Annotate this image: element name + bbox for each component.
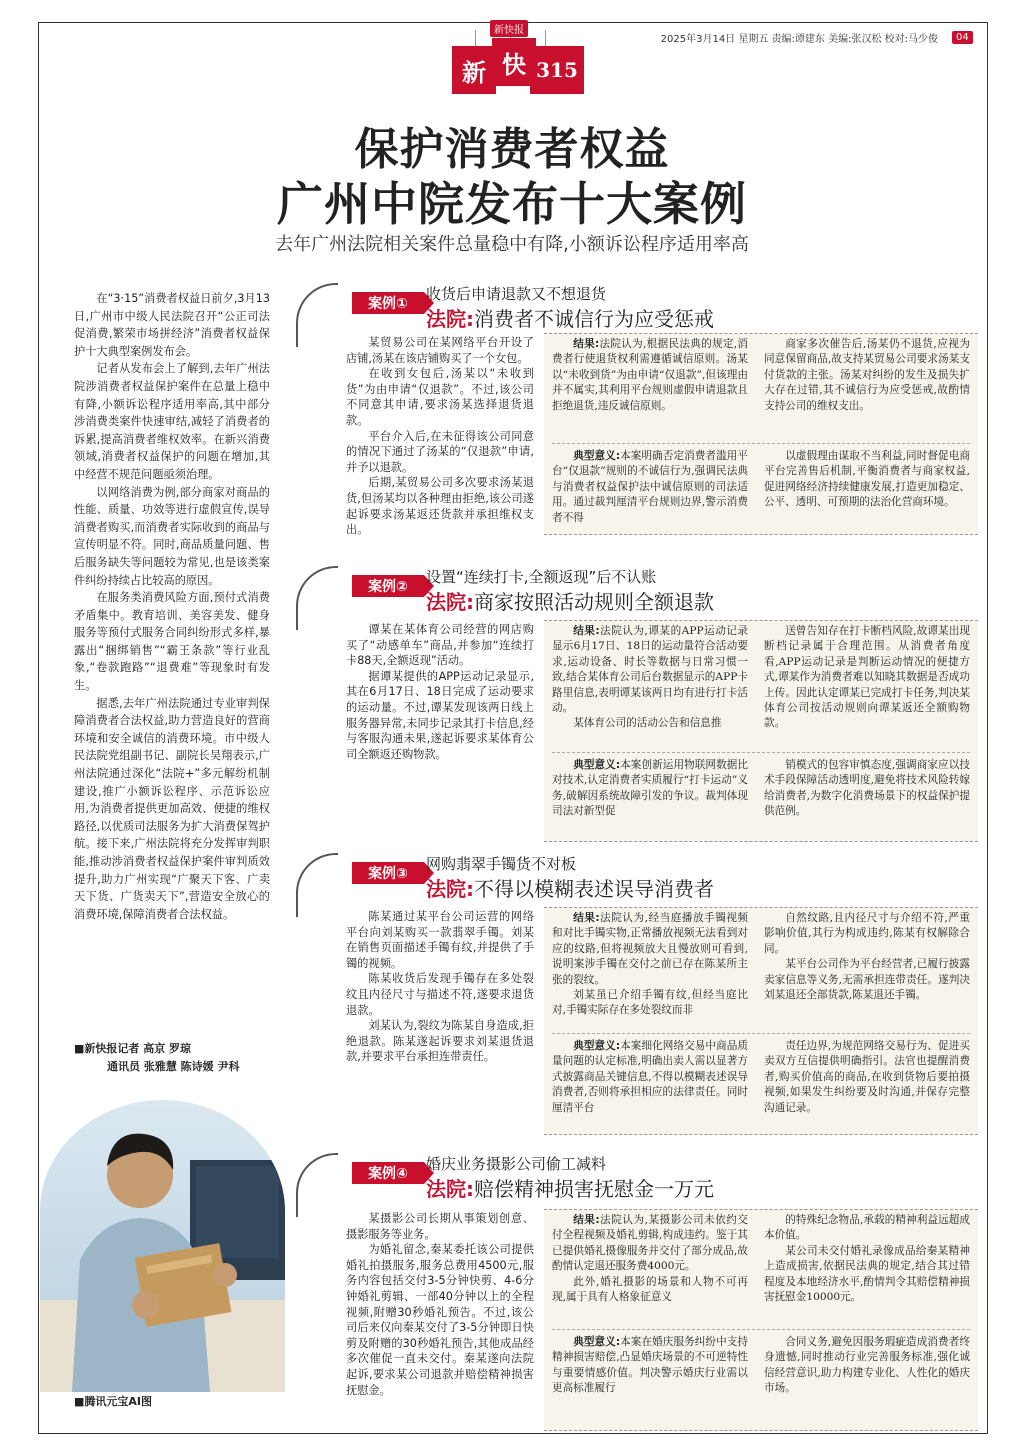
case-decoration bbox=[296, 566, 338, 630]
verdict-text-cont bbox=[764, 624, 970, 732]
verdict-cont: 送曾告知存在打卡断档风险,故谭某出现断档记录属于合理范围。从消费者角度看,APP运动记录是判断运动情况的便捷方式,谭某作为消费者难以知晓其数据是否成功上传。因此认定谭某已完成打卡任务,判决某体育公司按活动规则向谭某返还全额购物款。 bbox=[764, 625, 970, 730]
verdict-label: 结果: bbox=[573, 625, 600, 637]
headline-line-2: 广州中院发布十大案例 bbox=[277, 177, 747, 231]
meaning-body: 本案细化网络交易中商品质量问题的认定标准,明确出卖人需以显著方式披露商品关键信息,不得以模糊表述误导消费者,否则将承担相应的法律责任。同时厘清平台 bbox=[552, 1040, 748, 1114]
image-credit: ■腾讯元宝AI图 bbox=[74, 1395, 152, 1408]
court-title-text: 赔偿精神损害抚慰金一万元 bbox=[474, 1177, 714, 1201]
page-number: 04 bbox=[952, 31, 973, 44]
case-3 bbox=[296, 853, 986, 1133]
case-1 bbox=[296, 283, 986, 545]
case-label: 案例② bbox=[352, 575, 424, 597]
verdict-cont-p2: 某公司未交付婚礼录像成品给秦某精神上造成损害,依据民法典的规定,结合其过错程度及本地经济水平,酌情判令其赔偿精神损害抚慰金10000元。 bbox=[764, 1244, 970, 1304]
intro-paragraph: 以网络消费为例,部分商家对商品的性能、质量、功效等进行虚假宣传,误导消费者购买,而消费者实际收到的商品与宣传明显不符。同时,商品质量问题、售后服务缺失等问题较为常见,也是该类案件纠纷持续占比较高的原因。 bbox=[74, 485, 270, 587]
case-facts bbox=[346, 622, 534, 762]
court-title-text: 商家按照活动规则全额退款 bbox=[474, 590, 714, 614]
meaning-text-cont bbox=[764, 449, 970, 511]
meaning-cont: 责任边界,为规范网络交易行为、促进买卖双方互信提供明确指引。法官也提醒消费者,购买价值高的商品,在收到货物后要拍摄视频,如果发生纠纷要及时沟通,并保存完整沟通记录。 bbox=[764, 1040, 970, 1114]
verdict-text-cont bbox=[764, 1213, 970, 1305]
case-label: 案例④ bbox=[352, 1162, 424, 1184]
verdict-text-cont bbox=[764, 337, 970, 414]
divider bbox=[552, 1033, 970, 1035]
divider bbox=[552, 752, 970, 754]
case-facts bbox=[346, 335, 534, 538]
verdict-text bbox=[552, 911, 748, 1019]
meaning-text bbox=[552, 1335, 748, 1397]
meaning-body: 本案在婚庆服务纠纷中支持精神损害赔偿,凸显婚庆场景的不可逆特性与重要情感价值。判决警示婚庆行业需以更高标准履行 bbox=[552, 1336, 748, 1395]
verdict-body-p2: 刘某虽已介绍手镯有纹,但经当庭比对,手镯实际存在多处裂纹而非 bbox=[552, 989, 748, 1017]
intro-paragraph: 记者从发布会上了解到,去年广州法院涉消费者权益保护案件在总量上稳中有降,小额诉讼程序适用率高,其中部分涉消费类案件快速审结,减轻了消费者的诉累,提高消费者维权效率。在新兴消费领域,消费者权益保护的问题在增加,其中经营不规范问题亟须治理。 bbox=[74, 362, 270, 481]
verdict-body-p2: 此外,婚礼摄影的场景和人物不可再现,属于具有人格象征意义 bbox=[552, 1275, 748, 1304]
meaning-label: 典型意义: bbox=[573, 759, 621, 771]
verdict-label: 结果: bbox=[573, 1214, 600, 1226]
meaning-text-cont bbox=[764, 758, 970, 820]
court-label: 法院: bbox=[426, 877, 474, 901]
byline-correspondents: 通讯员 张雅慧 陈诗媛 尹科 bbox=[107, 1060, 240, 1073]
meaning-body: 本案明确否定消费者滥用平台“仅退款”规则的不诚信行为,强调民法典与消费者权益保护法中诚信原则的司法适用。通过裁判厘清平台规则边界,警示消费者不得 bbox=[552, 450, 748, 524]
case-title: 收货后申请退款又不想退货 bbox=[426, 285, 607, 303]
meaning-text-cont bbox=[764, 1039, 970, 1116]
verdict-text-cont bbox=[764, 911, 970, 1003]
meaning-body: 本案创新运用物联网数据比对技术,认定消费者实质履行“打卡运动”义务,破解因系统故障引发的争议。裁判体现司法对新型促 bbox=[552, 759, 748, 818]
verdict-body-p2: 某体育公司的活动公告和信息推 bbox=[573, 717, 722, 730]
verdict-body: 法院认为,某摄影公司未依约交付全程视频及婚礼剪辑,构成违约。鉴于其已提供婚礼摄像服务并交付了部分成品,故酌情认定退还服务费4000元。 bbox=[552, 1214, 748, 1273]
byline bbox=[74, 1040, 240, 1076]
ai-illustration bbox=[40, 1100, 285, 1392]
intro-paragraph: 在服务类消费风险方面,预付式消费矛盾集中。教育培训、美容美发、健身服务等预付式服务合同纠纷形式多样,暴露出“捆绑销售”“霸王条款”等行业乱象,“卷款跑路”“退费难”等现象时有发生。 bbox=[74, 591, 270, 693]
verdict-cont: 商家多次催告后,汤某仍不退货,应视为同意保留商品,故支持某贸易公司要求汤某支付货款的主张。汤某对纠纷的发生及损失扩大存在过错,其不诚信行为应受惩戒,故酌情支持公司的维权支出。 bbox=[764, 338, 970, 412]
fact-paragraph: 陈某收货后发现手镯存在多处裂纹且内径尺寸与描述不符,遂要求退货退款。 bbox=[346, 972, 534, 1017]
subtitle: 去年广州法院相关案件总量稳中有降,小额诉讼程序适用率高 bbox=[275, 234, 749, 255]
case-court-title bbox=[426, 586, 714, 615]
fact-paragraph: 为婚礼留念,秦某委托该公司提供婚礼拍摄服务,服务总费用4500元,服务内容包括交付3-5分钟快剪、4-6分钟婚礼剪辑、一部40分钟以上的全程视频,附赠30秒婚礼预告。不过,该公司后来仅向秦某交付了3-5分钟即日快剪及附赠的30秒婚礼预告,其他成品经多次催促一直未交付。秦某遂向法院起诉,要求某公司退款并赔偿精神损害抚慰金。 bbox=[346, 1243, 534, 1397]
fact-paragraph: 某摄影公司长期从事策划创意、摄影服务等业务。 bbox=[346, 1212, 534, 1241]
intro-paragraph: 据悉,去年广州法院通过专业审判保障消费者合法权益,助力营造良好的营商环境和安全诚信的消费环境。市中级人民法院党组副书记、副院长吴翔表示,广州法院通过深化“法院+”多元解纷机制建设,推广小额诉讼程序、示范诉讼应用,为消费者提供更加高效、便捷的维权路径,以优质司法服务为扩大消费保驾护航。接下来,广州法院将充分发挥审判职能,推动涉消费者权益保护案件审判质效提升,助力广州实现“广聚天下客、广卖天下货、广货卖天下”,营造安全放心的消费环境,保障消费者合法权益。 bbox=[74, 696, 270, 921]
headline-line-1: 保护消费者权益 bbox=[354, 124, 670, 175]
logo-tile-3: 315 bbox=[530, 46, 584, 94]
fact-paragraph: 谭某在某体育公司经营的网店购买了“动感单车”商品,并参加“连续打卡88天,全额返现”活动。 bbox=[346, 623, 534, 668]
meaning-cont: 销模式的包容审慎态度,强调商家应以技术手段保障活动透明度,避免将技术风险转嫁给消费者,为数字化消费场景下的权益保护提供范例。 bbox=[764, 759, 970, 818]
logo-tile-1: 新 bbox=[452, 46, 496, 94]
fact-paragraph: 在收到女包后,汤某以“未收到货”为由申请“仅退款”。不过,该公司不同意其申请,要求汤某选择退货退款。 bbox=[346, 367, 534, 427]
fact-paragraph: 刘某认为,裂纹为陈某自身造成,拒绝退款。陈某遂起诉要求刘某退货退款,并要求平台承担连带责任。 bbox=[346, 1019, 534, 1064]
case-court-title bbox=[426, 303, 714, 332]
issue-info: 2025年3月14日 星期五 责编:谭建东 美编:张汉松 校对:马少俊 bbox=[660, 34, 938, 45]
divider bbox=[552, 1329, 970, 1331]
case-facts bbox=[346, 1211, 534, 1398]
court-label: 法院: bbox=[426, 307, 474, 331]
case-decoration bbox=[296, 1153, 338, 1217]
case-label: 案例① bbox=[352, 292, 424, 314]
case-facts bbox=[346, 909, 534, 1065]
court-label: 法院: bbox=[426, 1177, 474, 1201]
case-2 bbox=[296, 566, 986, 828]
verdict-body: 法院认为,经当庭播放手镯视频和对比手镯实物,正常播放视频无法看到对应的纹路,但将视频放大且慢放则可看到,说明案涉手镯在交付之前已存在陈某所主张的裂纹。 bbox=[552, 912, 748, 986]
fact-paragraph: 某贸易公司在某网络平台开设了店铺,汤某在该店铺购买了一个女包。 bbox=[346, 336, 534, 365]
brand-tag: 新快报 bbox=[490, 20, 528, 37]
logo-tile-2: 快 bbox=[492, 38, 536, 86]
case-decoration bbox=[296, 853, 338, 917]
case-court-title bbox=[426, 1173, 714, 1202]
court-title-text: 不得以模糊表述误导消费者 bbox=[474, 877, 714, 901]
verdict-body: 法院认为,根据民法典的规定,消费者行使退货权利需遵循诚信原则。汤某以“未收到货”为由申请“仅退款”,但该理由并不属实,其利用平台规则虚假申请退款且拒绝退货,违反诚信原则。 bbox=[552, 338, 748, 412]
case-title: 网购翡翠手镯货不对板 bbox=[426, 855, 577, 873]
meaning-text-cont bbox=[764, 1335, 970, 1397]
divider bbox=[552, 443, 970, 445]
verdict-cont: 自然纹路,且内径尺寸与介绍不符,严重影响价值,其行为构成违约,陈某有权解除合同。 bbox=[764, 912, 970, 955]
intro-column bbox=[74, 290, 270, 923]
case-4 bbox=[296, 1153, 986, 1431]
meaning-text bbox=[552, 1039, 748, 1116]
meaning-label: 典型意义: bbox=[573, 1336, 621, 1348]
case-label: 案例③ bbox=[352, 862, 424, 884]
court-label: 法院: bbox=[426, 590, 474, 614]
meaning-label: 典型意义: bbox=[573, 450, 621, 462]
meaning-label: 典型意义: bbox=[573, 1040, 621, 1052]
fact-paragraph: 后期,某贸易公司多次要求汤某退货,但汤某均以各种理由拒绝,该公司遂起诉要求汤某返还货款并承担维权支出。 bbox=[346, 476, 534, 537]
byline-reporters: ■新快报记者 高京 罗琼 bbox=[74, 1042, 192, 1055]
verdict-text bbox=[552, 1213, 748, 1305]
illustration-drawing bbox=[40, 1100, 285, 1392]
case-court-title bbox=[426, 873, 714, 902]
verdict-body: 法院认为,谭某的APP运动记录显示6月17日、18日的运动量符合活动要求,运动设备、时长等数据与日常习惯一致,结合某体育公司后台数据显示的APP卡路里信息,表明谭某该两日均有进行打卡活动。 bbox=[552, 625, 748, 715]
fact-paragraph: 陈某通过某平台公司运营的网络平台向刘某购买一款翡翠手镯。刘某在销售页面描述手镯有纹,并提供了手镯的视频。 bbox=[346, 910, 534, 970]
verdict-label: 结果: bbox=[573, 338, 600, 350]
court-title-text: 消费者不诚信行为应受惩戒 bbox=[474, 307, 714, 331]
intro-paragraph: 在“3·15”消费者权益日前夕,3月13日,广州市中级人民法院召开“公正司法促消费,繁荣市场拼经济”消费者权益保护十大典型案例发布会。 bbox=[74, 292, 270, 358]
case-title: 设置“连续打卡,全额返现”后不认账 bbox=[426, 568, 657, 586]
verdict-label: 结果: bbox=[573, 912, 600, 924]
fact-paragraph: 平台介入后,在未征得该公司同意的情况下通过了汤某的“仅退款”申请,并予以退款。 bbox=[346, 429, 534, 474]
meaning-cont: 合同义务,避免因服务瑕疵造成消费者终身遗憾,同时推动行业完善服务标准,强化诚信经营意识,助力构建专业化、人性化的婚庆市场。 bbox=[764, 1336, 970, 1395]
fact-paragraph: 据谭某提供的APP运动记录显示,其在6月17日、18日完成了运动要求的运动量。不过,谭某发现该两日线上服务器异常,未同步记录其打卡信息,经与客服沟通未果,遂起诉要求某体育公司全额返还购物款。 bbox=[346, 669, 534, 761]
verdict-text bbox=[552, 337, 748, 414]
verdict-cont: 的特殊纪念物品,承载的精神利益远超成本价值。 bbox=[764, 1214, 970, 1242]
case-title: 婚庆业务摄影公司偷工减料 bbox=[426, 1155, 607, 1173]
case-decoration bbox=[296, 283, 338, 347]
verdict-text bbox=[552, 624, 748, 732]
meaning-cont: 以虚假理由谋取不当利益,同时督促电商平台完善售后机制,平衡消费者与商家权益,促进网络经济持续健康发展,打造更加稳定、公平、透明、可预期的法治化营商环境。 bbox=[764, 450, 970, 509]
meaning-text bbox=[552, 449, 748, 526]
verdict-cont-p2: 某平台公司作为平台经营者,已履行披露卖家信息等义务,无需承担连带责任。遂判决刘某退还全部货款,陈某退还手镯。 bbox=[764, 958, 970, 1002]
meaning-text bbox=[552, 758, 748, 820]
